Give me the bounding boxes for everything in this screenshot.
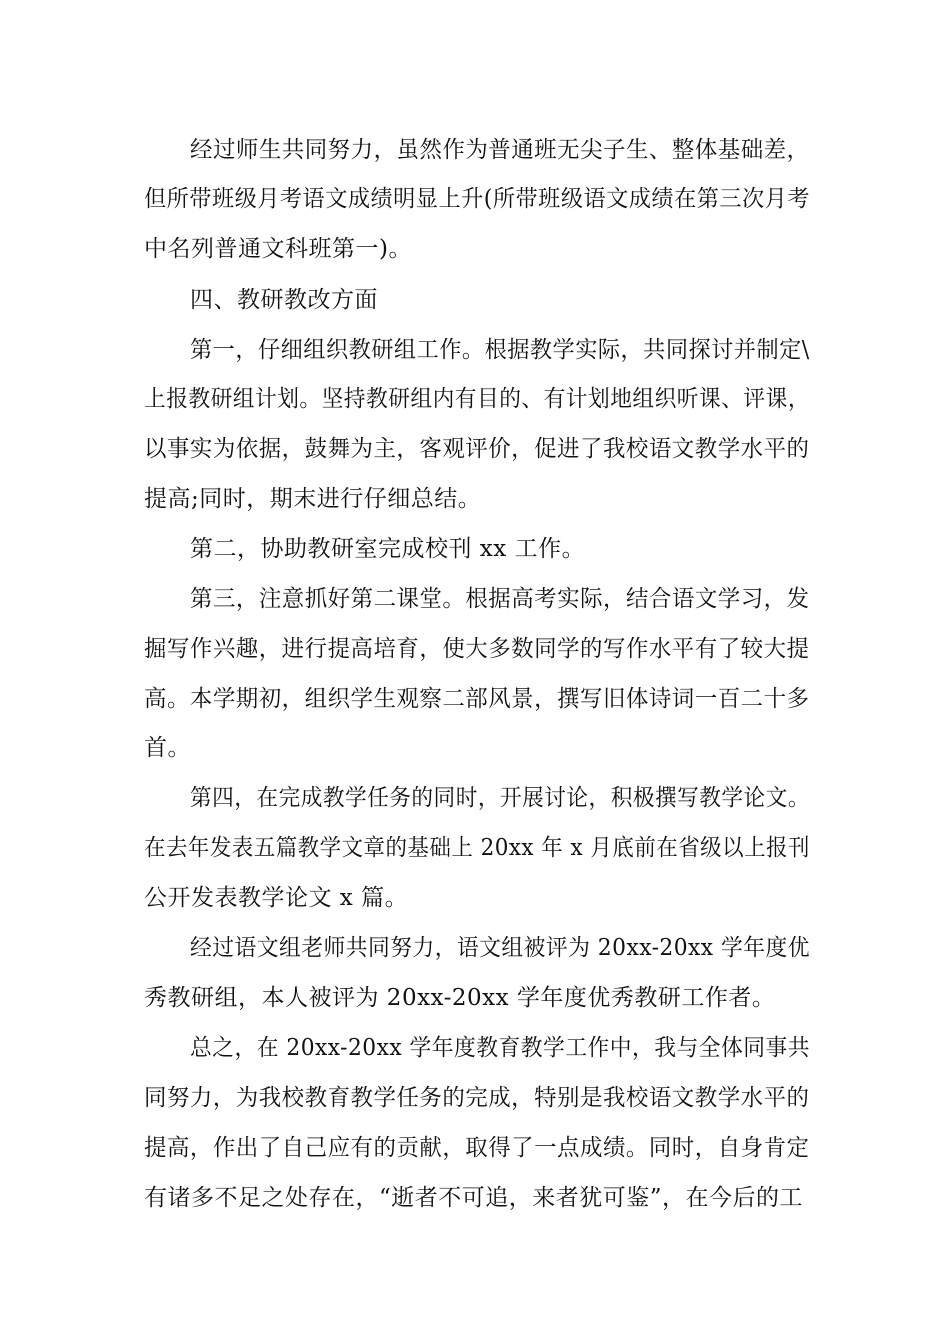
text-line: 经过师生共同努力，虽然作为普通班无尖子生、整体基础差， (190, 137, 810, 163)
section-heading: 四、教研教改方面 (190, 287, 378, 313)
text-line: 总之，在 20xx-20xx 学年度教育教学工作中，我与全体同事共 (190, 1035, 810, 1061)
text-line: 秀教研组，本人被评为 20xx-20xx 学年度优秀教研工作者。 (144, 985, 776, 1011)
text-line: 第四，在完成教学任务的同时，开展讨论，积极撰写教学论文。 (190, 785, 810, 811)
text-line: 第二，协助教研室完成校刊 xx 工作。 (190, 536, 586, 562)
text-line: 经过语文组老师共同努力，语文组被评为 20xx-20xx 学年度优 (190, 935, 810, 961)
text-line: 中名列普通文科班第一)。 (144, 236, 412, 262)
text-line: 首。 (144, 735, 191, 761)
text-line: 在去年发表五篇教学文章的基础上 20xx 年 x 月底前在省级以上报刊 (144, 835, 810, 861)
text-line: 公开发表教学论文 x 篇。 (144, 885, 409, 911)
text-line: 高。本学期初，组织学生观察二部风景，撰写旧体诗词一百二十多 (144, 686, 810, 712)
text-line: 第三，注意抓好第二课堂。根据高考实际，结合语文学习，发 (190, 586, 810, 612)
text-line: 上报教研组计划。坚持教研组内有目的、有计划地组织听课、评课， (144, 386, 811, 412)
text-line: 提高，作出了自己应有的贡献，取得了一点成绩。同时，自身肯定 (144, 1135, 810, 1161)
text-line: 有诸多不足之处存在，“逝者不可追，来者犹可鉴”，在今后的工 (144, 1185, 804, 1211)
text-line: 但所带班级月考语文成绩明显上升(所带班级语文成绩在第三次月考 (144, 186, 810, 212)
text-line: 第一，仔细组织教研组工作。根据教学实际，共同探讨并制定\ (190, 337, 810, 363)
text-line: 同努力，为我校教育教学任务的完成，特别是我校语文教学水平的 (144, 1085, 810, 1111)
text-line: 提高;同时，期末进行仔细总结。 (144, 486, 482, 512)
text-line: 以事实为依据，鼓舞为主，客观评价，促进了我校语文教学水平的 (144, 436, 810, 462)
text-line: 掘写作兴趣，进行提高培育，使大多数同学的写作水平有了较大提 (144, 636, 810, 662)
